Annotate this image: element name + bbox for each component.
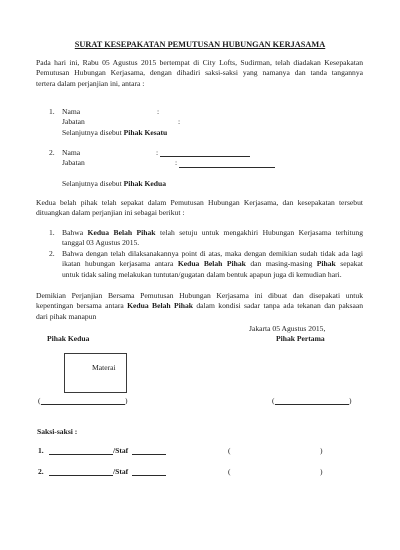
- party-1-position-colon: :: [178, 117, 181, 127]
- closing-emphasis: Kedua Belah Pihak: [127, 301, 193, 311]
- witness-signature-close-paren: ): [320, 466, 323, 476]
- witness-heading: Saksi-saksi :: [37, 426, 78, 436]
- place-date: Jakarta 05 Agustus 2015,: [249, 323, 326, 333]
- right-signature-open-paren: (: [272, 395, 275, 405]
- left-signature-blank-line: [41, 404, 125, 405]
- party-2-number: 2.: [49, 147, 55, 157]
- left-signature-open-paren: (: [38, 395, 41, 405]
- opening-line: tertera dalam perjanjian ini, antara :: [36, 78, 145, 88]
- witness-signature-open-paren: (: [228, 445, 231, 455]
- clause-list: [49, 228, 363, 281]
- clause-line: tanggal 03 Agustus 2015.: [62, 238, 140, 248]
- agreement-intro-line: Kedua belah pihak telah sepakat dalam Pemutusan Hubungan Kerjasama, dan kesepakatan tersebut: [36, 197, 363, 207]
- left-signature-close-paren: ): [125, 395, 128, 405]
- witness-unit-blank-line: [132, 475, 166, 476]
- clause-text: telah setuju untuk mengakhiri Hubungan Kerjasama terhitung: [155, 227, 363, 237]
- clause-2: [49, 249, 363, 281]
- party-2-position-label: Jabatan: [62, 158, 85, 168]
- clause-text: sepakat: [335, 259, 364, 269]
- party-1-position-label: Jabatan: [62, 117, 85, 127]
- witness-unit-blank-line: [132, 454, 166, 455]
- closing-paragraph: [36, 291, 363, 323]
- left-party-label: Pihak Kedua: [47, 333, 90, 343]
- clause-emphasis: Pihak: [316, 259, 336, 269]
- clause-text: dan masing-masing: [245, 259, 317, 269]
- right-party-label: Pihak Pertama: [276, 333, 325, 343]
- clause-text: Bahwa: [62, 227, 88, 237]
- party-2-reference: [62, 179, 166, 190]
- stamp-label: Materai: [92, 362, 116, 372]
- closing-line: dari pihak manapun: [36, 311, 97, 321]
- party-1-name-label: Nama: [62, 106, 81, 116]
- clause-text: ikatan hubungan kerjasama antara: [62, 259, 178, 269]
- clause-emphasis: Kedua Belah Pihak: [177, 259, 246, 269]
- party-1-name-colon: :: [157, 106, 160, 116]
- closing-text: dalam kondisi sadar tanpa ada tekanan dan paksaan: [192, 301, 364, 311]
- party-1-number: 1.: [49, 106, 55, 116]
- clause-emphasis: Kedua Belah Pihak: [87, 227, 156, 237]
- clause-number: 2.: [49, 248, 55, 258]
- party-2-position-colon: :: [175, 158, 178, 168]
- opening-line: Pada hari ini, Rabu 05 Agustus 2015 bertempat di City Lofts, Sudirman, telah diadakan Kesepakatan: [36, 57, 363, 67]
- closing-text: kepentingan bersama antara: [36, 301, 128, 311]
- party-2-name-colon: :: [156, 147, 159, 157]
- document-title: SURAT KESEPAKATAN PEMUTUSAN HUBUNGAN KERJASAMA: [74, 39, 326, 49]
- witness-role: /Staf: [113, 466, 129, 476]
- closing-line: [36, 301, 363, 312]
- opening-line: Pemutusan Hubungan Kerjasama, dengan dihadiri saksi-saksi yang namanya dan tanda tangannya: [36, 68, 363, 78]
- witness-number: 2.: [38, 466, 44, 476]
- agreement-intro-line: dituangkan dalam perjanjian ini sebagai berikut :: [36, 208, 185, 218]
- clause-line: [62, 228, 363, 239]
- witness-role: /Staf: [113, 445, 129, 455]
- witness-name-blank-line: [49, 475, 113, 476]
- right-signature-close-paren: ): [349, 395, 352, 405]
- witness-signature-open-paren: (: [228, 466, 231, 476]
- party-2-name-label: Nama: [62, 147, 81, 157]
- clause-line: Bahwa dengan telah dilaksanakannya point di atas, maka dengan demikian sudah tidak ada lagi: [62, 248, 363, 258]
- opening-paragraph: [36, 58, 363, 90]
- party-1-reference: [62, 128, 167, 139]
- party-1-reference-prefix: Selanjutnya disebut: [62, 127, 124, 137]
- clause-line: untuk tidak saling melakukan tuntutan/gugatan dalam bentuk apapun juga di kemudian hari.: [62, 269, 342, 279]
- party-2-name-blank-line: [160, 156, 250, 157]
- right-signature-blank-line: [275, 404, 349, 405]
- clause-1: [49, 228, 363, 249]
- witness-number: 1.: [38, 445, 44, 455]
- agreement-intro-paragraph: [36, 198, 363, 219]
- closing-line: Demikian Perjanjian Bersama Pemutusan Hubungan Kerjasama ini dibuat dan disepakati untuk: [36, 290, 363, 300]
- party-1-reference-name: Pihak Kesatu: [123, 127, 168, 137]
- witness-signature-close-paren: ): [320, 445, 323, 455]
- clause-number: 1.: [49, 227, 55, 237]
- clause-line: [62, 259, 363, 270]
- witness-name-blank-line: [49, 454, 113, 455]
- party-2-reference-name: Pihak Kedua: [123, 178, 167, 188]
- party-2-position-blank-line: [179, 167, 275, 168]
- witness-row-2: [0, 467, 400, 478]
- witness-row-1: [0, 446, 400, 457]
- party-2-reference-prefix: Selanjutnya disebut: [62, 178, 124, 188]
